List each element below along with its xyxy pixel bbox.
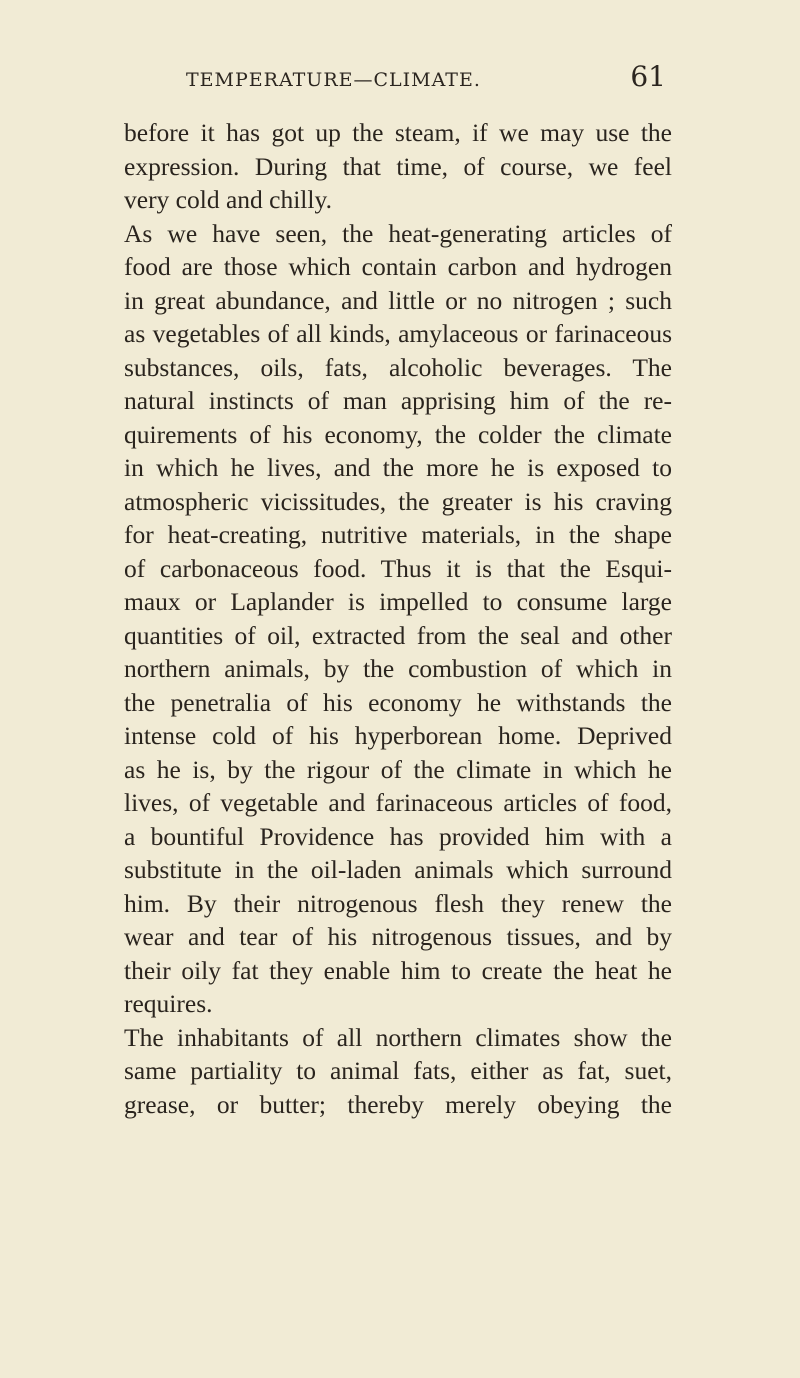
text-line: intense cold of his hyperborean home. Deprived: [124, 721, 672, 750]
text-line: substitute in the oil-laden animals which surround: [124, 855, 672, 884]
text-line: him. By their nitrogenous flesh they renew the: [124, 888, 672, 918]
text-line: very cold and chilly.: [124, 185, 332, 214]
page-number: 61: [630, 60, 666, 93]
text-line: in which he lives, and the more he is exposed to: [124, 453, 672, 482]
text-line: as vegetables of all kinds, amylaceous or farinaceous: [124, 319, 672, 348]
running-title: TEMPERATURE—CLIMATE.: [186, 69, 481, 91]
text-line: natural instincts of man apprising him of the re-: [124, 386, 672, 415]
text-line: before it has got up the steam, if we may use the: [124, 118, 672, 147]
text-line: requires.: [124, 989, 213, 1018]
text-line: wear and tear of his nitrogenous tissues, and by: [124, 922, 672, 951]
text-line: their oily fat they enable him to create the heat he: [124, 955, 672, 985]
text-line: As we have seen, the heat-generating articles of: [124, 218, 672, 248]
text-line: maux or Laplander is impelled to consume large: [124, 587, 672, 616]
text-line: quirements of his economy, the colder the climate: [124, 419, 672, 449]
text-line: substances, oils, fats, alcoholic beverages. The: [124, 352, 672, 382]
text-line: as he is, by the rigour of the climate in which he: [124, 754, 672, 784]
text-line: expression. During that time, of course, we feel: [124, 151, 672, 181]
text-line: quantities of oil, extracted from the seal and other: [124, 620, 672, 650]
text-line: for heat-creating, nutritive materials, in the shape: [124, 520, 672, 549]
text-line: atmospheric vicissitudes, the greater is his craving: [124, 486, 672, 516]
text-line: northern animals, by the combustion of which in: [124, 654, 672, 683]
text-line: the penetralia of his economy he withstands the: [124, 687, 672, 717]
text-line: grease, or butter; thereby merely obeying the: [124, 1089, 672, 1119]
text-line: same partiality to animal fats, either as fat, suet,: [124, 1056, 672, 1085]
body-text: [124, 116, 672, 1121]
text-line: of carbonaceous food. Thus it is that the Esqui-: [124, 553, 672, 583]
text-line: a bountiful Providence has provided him with a: [124, 821, 672, 851]
text-line: in great abundance, and little or no nitrogen ; such: [124, 285, 672, 315]
running-head: [186, 60, 666, 100]
text-line: The inhabitants of all northern climates show the: [124, 1022, 672, 1052]
text-line: lives, of vegetable and farinaceous articles of food,: [124, 788, 672, 817]
text-line: food are those which contain carbon and hydrogen: [124, 252, 672, 281]
